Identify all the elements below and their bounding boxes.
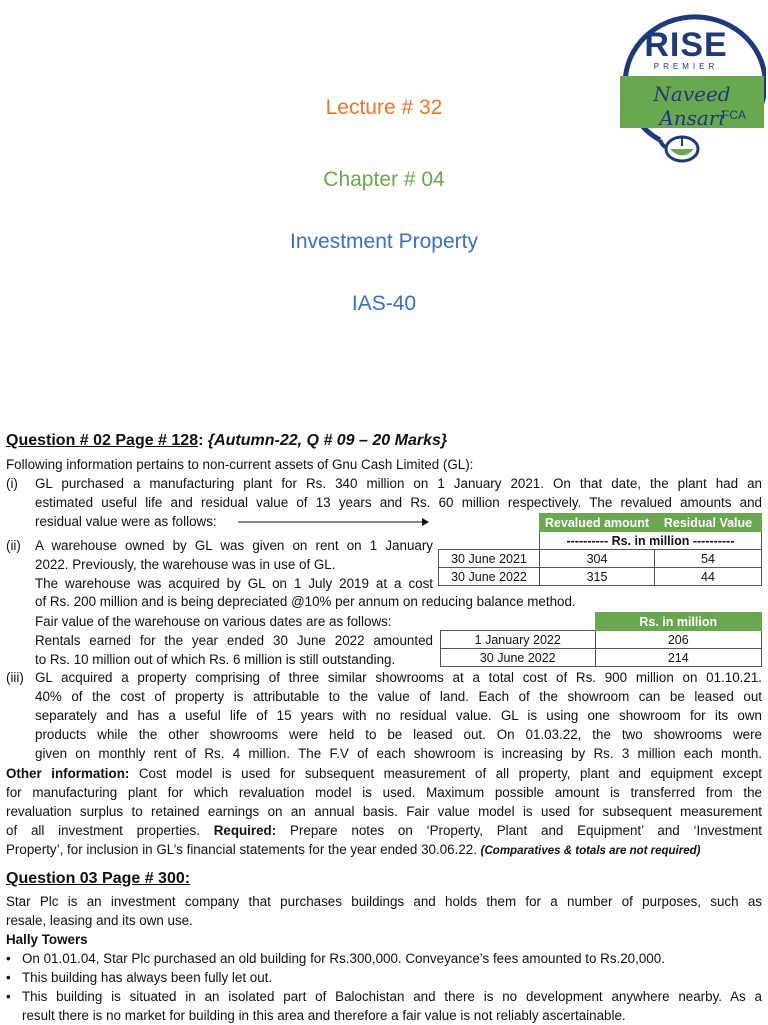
q2-item-ii-line2: 2022. Previously, the warehouse was in use of GL. [35, 557, 336, 572]
q2-item-iii-line4: products while the other showrooms were held to be leased out. On 01.03.22, the two showrooms were [35, 727, 762, 742]
topic-title: Investment Property [290, 230, 478, 253]
q2-title-sep: : [198, 432, 208, 449]
revaluation-row-revalued: 304 [540, 550, 655, 568]
q2-item-ii-line3: The warehouse was acquired by GL on 1 July 2019 at a cost [35, 576, 433, 591]
revaluation-row-date: 30 June 2021 [439, 550, 540, 568]
q2-item-i-num: (i) [6, 476, 18, 491]
q2-item-ii-num: (ii) [6, 538, 21, 553]
q3-subheading: Hally Towers [6, 932, 88, 947]
q2-other-label: Other information: [6, 766, 130, 781]
q3-bullet-3-line1: • This building is situated in an isolated part of Balochistan and there is no development anywhere nearby. As a [22, 989, 762, 1004]
logo-suffix: FCA [722, 108, 746, 122]
table-row [439, 550, 762, 568]
q2-other-note: (Comparatives & totals are not required) [480, 845, 701, 857]
revaluation-row-revalued: 315 [540, 568, 655, 586]
table-row [439, 568, 762, 586]
q2-item-iii-line2: 40% of the cost of property is attributable to the value of land. Each of the showroom can be leased out [35, 689, 762, 704]
q2-source: {Autumn-22, Q # 09 – 20 Marks} [207, 432, 448, 449]
fair-value-row-date: 1 January 2022 [441, 631, 596, 649]
q2-item-ii-line6: Rentals earned for the year ended 30 June 2022 amounted [35, 633, 433, 648]
standard-title: IAS-40 [351, 292, 417, 315]
q3-title: Question 03 Page # 300: [6, 870, 191, 887]
logo-tagline: PREMIER [653, 62, 719, 71]
q3-bullet-2: This building has always been fully let out. [22, 970, 273, 985]
q2-required-label: Required: [213, 823, 277, 838]
q2-other-line3: revaluation surplus to retained earnings on an annual basis. Fair value model is used for subsequent measurement [6, 804, 762, 819]
logo-signature: Naveed Ansari [653, 82, 731, 130]
q2-item-iii-line5: given on monthly rent of Rs. 4 million. The F.V of each showroom is increasing by Rs. 3 million each month. [35, 746, 762, 761]
brand-logo [600, 12, 766, 172]
q2-item-ii-line4: of Rs. 200 million and is being depreciated @10% per annum on reducing balance method. [35, 594, 576, 609]
q3-intro-line1: Star Plc is an investment company that purchases buildings and holds them for a number of purposes, such as [6, 894, 762, 909]
chapter-title: Chapter # 04 [323, 168, 445, 191]
revaluation-col-revalued: Revalued amount [540, 514, 655, 532]
revaluation-row-residual: 44 [655, 568, 762, 586]
logo-brand-text: RISE [644, 26, 728, 64]
q2-item-ii-line5: Fair value of the warehouse on various dates are as follows: [35, 614, 392, 629]
q2-other-text4b: Prepare notes on ‘Property, Plant and Equipment’ and ‘Investment [276, 823, 762, 838]
q2-other-text1: Cost model is used for subsequent measurement of all property, plant and equipment except [129, 766, 762, 781]
fair-value-row-date: 30 June 2022 [441, 649, 596, 667]
revaluation-row-date: 30 June 2022 [439, 568, 540, 586]
revaluation-table [438, 513, 762, 586]
table-row [441, 631, 762, 649]
q2-other-line4 [6, 821, 762, 840]
q2-item-i-line1: GL purchased a manufacturing plant for Rs. 340 million on 1 January 2021. On that date, the plant had an [35, 476, 762, 491]
q2-item-i-line3: residual value were as follows: [35, 514, 217, 529]
revaluation-col-residual: Residual Value [655, 514, 762, 532]
q3-bullet-3-line2: result there is no market for building in this area and therefore a fair value is not reliably ascertainable. [22, 1008, 626, 1023]
list-item [4, 949, 762, 968]
q3-bullet-list [4, 949, 762, 1025]
fair-value-table [440, 612, 762, 667]
revaluation-row-residual: 54 [655, 550, 762, 568]
q2-item-iii-line1: GL acquired a property comprising of three similar showrooms at a total cost of Rs. 900 million on 01.10.21. [35, 670, 762, 685]
q2-other-line5 [6, 840, 700, 861]
q3-intro-line2: resale, leasing and its own use. [6, 913, 193, 928]
q2-item-iii-num: (iii) [6, 670, 24, 685]
q2-other-line2: for manufacturing plant for which revaluation model is used. Maximum possible amount is transferred from the [6, 785, 762, 800]
q3-bullet-1: On 01.01.04, Star Plc purchased an old building for Rs.300,000. Conveyance’s fees amounted to Rs.20,000. [22, 951, 665, 966]
q2-intro: Following information pertains to non-current assets of Gnu Cash Limited (GL): [6, 457, 474, 472]
q2-other-text4a: of all investment properties. [6, 823, 214, 838]
q2-item-ii-line1: A warehouse owned by GL was given on rent on 1 January [35, 538, 433, 553]
table-row [441, 649, 762, 667]
fair-value-table-corner [441, 613, 596, 631]
revaluation-table-spacer [439, 532, 540, 550]
arrow-pointer [238, 515, 430, 529]
revaluation-unit-row: ---------- Rs. in million ---------- [540, 532, 762, 550]
fair-value-row-value: 206 [595, 631, 762, 649]
fair-value-row-value: 214 [595, 649, 762, 667]
q2-other-text5: Property’, for inclusion in GL’s financial statements for the year ended 30.06.22. [6, 842, 481, 857]
lecture-title: Lecture # 32 [325, 96, 443, 119]
q2-title: Question # 02 Page # 128 [6, 432, 199, 449]
revaluation-table-corner [439, 514, 540, 532]
q2-heading [6, 432, 447, 450]
list-item [4, 987, 762, 1025]
fair-value-col-amount: Rs. in million [595, 613, 762, 631]
list-item [4, 968, 762, 987]
q2-item-ii-line7: to Rs. 10 million out of which Rs. 6 million is still outstanding. [35, 652, 396, 667]
q2-other-line1 [6, 764, 762, 783]
q2-item-iii-line3: separately and has a useful life of 15 years with no residual value. GL is using one showroom for its own [35, 708, 762, 723]
q2-item-i-line2: estimated useful life and residual value of 13 years and Rs. 60 million respectively. The revalued amounts and [35, 495, 762, 510]
